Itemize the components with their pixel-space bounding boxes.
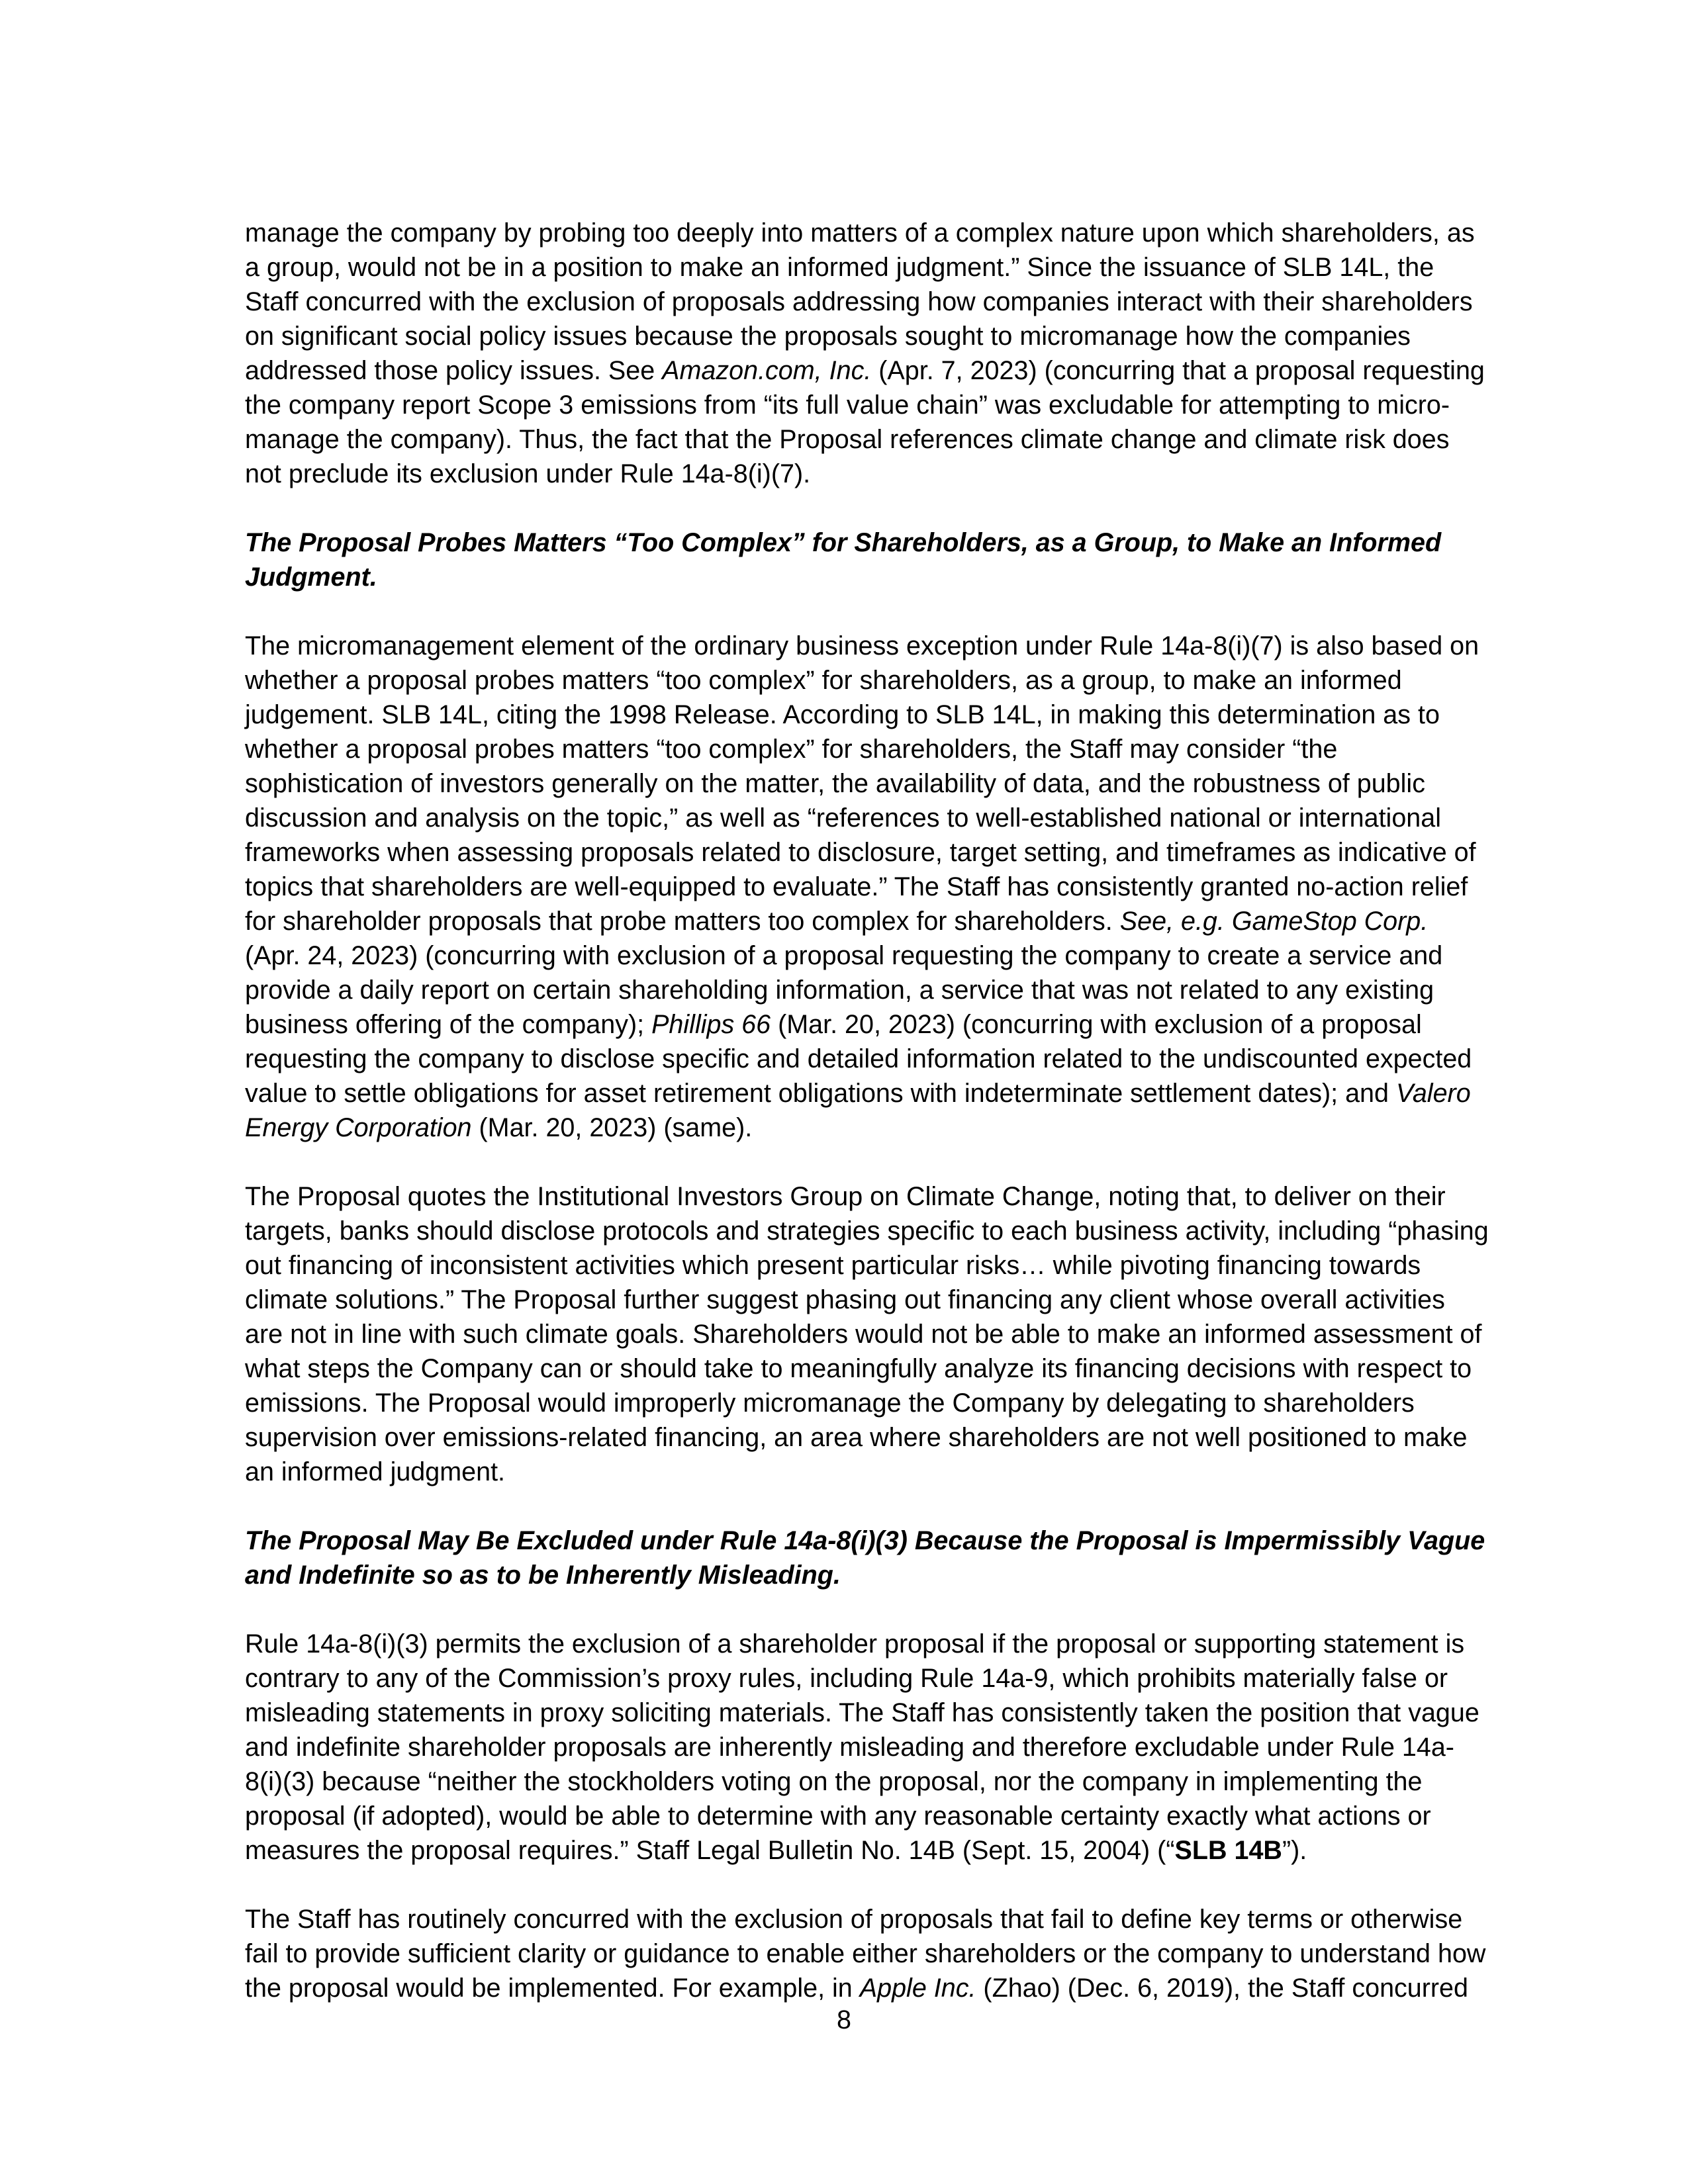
italic-citation: See, e.g. GameStop Corp. <box>1119 907 1429 936</box>
document-body <box>245 216 1552 2005</box>
paragraph <box>245 629 1552 1145</box>
text-run: (Mar. 20, 2023) (same). <box>471 1113 753 1142</box>
italic-citation: Valero Energy Corporation <box>245 1079 1471 1142</box>
section-heading <box>245 525 1552 594</box>
text-run: The Proposal May Be Excluded under Rule 14a-8(i)(3) Because the Proposal is Impermissibly Vague and Indefinite so as to be Inherently Misleading. <box>245 1526 1485 1590</box>
paragraph <box>245 1627 1552 1868</box>
italic-citation: Apple Inc. <box>859 1974 976 2003</box>
paragraph <box>245 1902 1552 2005</box>
section-heading <box>245 1524 1552 1592</box>
text-run: manage the company by probing too deeply into matters of a complex nature upon which shareholders, as a group, would not be in a position to make an informed judgment.” Since the issuance of SLB 14L, the Staff concurred with the exclusion of proposals addressing how companies interact with their shareholders on significant social policy issues because the proposals sought to micromanage how the companies addressed those policy issues. See <box>245 218 1475 385</box>
text-run: (Mar. 20, 2023) (concurring with exclusion of a proposal requesting the company to disclose specific and detailed information related to the undiscounted expected value to settle obligations for asset retirement obligations with indeterminate settlement dates); and <box>245 1010 1472 1108</box>
paragraph <box>245 1179 1552 1489</box>
text-run: (Zhao) (Dec. 6, 2019), the Staff concurred <box>976 1974 1468 2003</box>
italic-citation: Amazon.com, Inc. <box>662 356 872 385</box>
text-run: (Apr. 7, 2023) (concurring that a proposal requesting the company report Scope 3 emissions from “its full value chain” was excludable for attempting to micro- manage the company). Thus, the fact that the Proposal references climate change and climate risk does not preclude its exclusion under Rule 14a-8(i)(7). <box>245 356 1485 488</box>
text-run: The Staff has routinely concurred with the exclusion of proposals that fail to define key terms or otherwise fail to provide sufficient clarity or guidance to enable either shareholders or the company to understand how the proposal would be implemented. For example, in <box>245 1905 1486 2003</box>
paragraph <box>245 216 1552 491</box>
page-number: 8 <box>837 2005 851 2034</box>
text-run: The micromanagement element of the ordinary business exception under Rule 14a-8(i)(7) is also based on whether a proposal probes matters “too complex” for shareholders, as a group, to make an informed judgement. SLB 14L, citing the 1998 Release. According to SLB 14L, in making this determination as to whether a proposal probes matters “too complex” for shareholders, the Staff may consider “the sophistication of investors generally on the matter, the availability of data, and the robustness of public discussion and analysis on the topic,” as well as “references to well-established national or international frameworks when assessing proposals related to disclosure, target setting, and timeframes as indicative of topics that shareholders are well-equipped to evaluate.” The Staff has consistently granted no-action relief for shareholder proposals that probe matters too complex for shareholders. <box>245 631 1479 936</box>
bold-term: SLB 14B <box>1174 1836 1282 1865</box>
text-run: ”). <box>1282 1836 1307 1865</box>
text-run: The Proposal Probes Matters “Too Complex” for Shareholders, as a Group, to Make an Informed Judgment. <box>245 528 1442 592</box>
text-run: The Proposal quotes the Institutional Investors Group on Climate Change, noting that, to deliver on their targets, banks should disclose protocols and strategies specific to each business activity, including “phasing out financing of inconsistent activities which present particular risks… while pivoting financing towards climate solutions.” The Proposal further suggest phasing out financing any client whose overall activities are not in line with such climate goals. Shareholders would not be able to make an informed assessment of what steps the Company can or should take to meaningfully analyze its financing decisions with respect to emissions. The Proposal would improperly micromanage the Company by delegating to shareholders supervision over emissions-related financing, an area where shareholders are not well positioned to make an informed judgment. <box>245 1182 1489 1486</box>
italic-citation: Phillips 66 <box>651 1010 771 1039</box>
text-run: (Apr. 24, 2023) (concurring with exclusion of a proposal requesting the company to create a service and provide a daily report on certain shareholding information, a service that was not related to any existing business offering of the company); <box>245 941 1443 1039</box>
text-run: Rule 14a-8(i)(3) permits the exclusion of a shareholder proposal if the proposal or supporting statement is contrary to any of the Commission’s proxy rules, including Rule 14a-9, which prohibits materially false or misleading statements in proxy soliciting materials. The Staff has consistently taken the position that vague and indefinite shareholder proposals are inherently misleading and therefore excludable under Rule 14a- 8(i)(3) because “neither the stockholders voting on the proposal, nor the company in implementing the proposal (if adopted), would be able to determine with any reasonable certainty exactly what actions or measures the proposal requires.” Staff Legal Bulletin No. 14B (Sept. 15, 2004) (“ <box>245 1629 1479 1865</box>
